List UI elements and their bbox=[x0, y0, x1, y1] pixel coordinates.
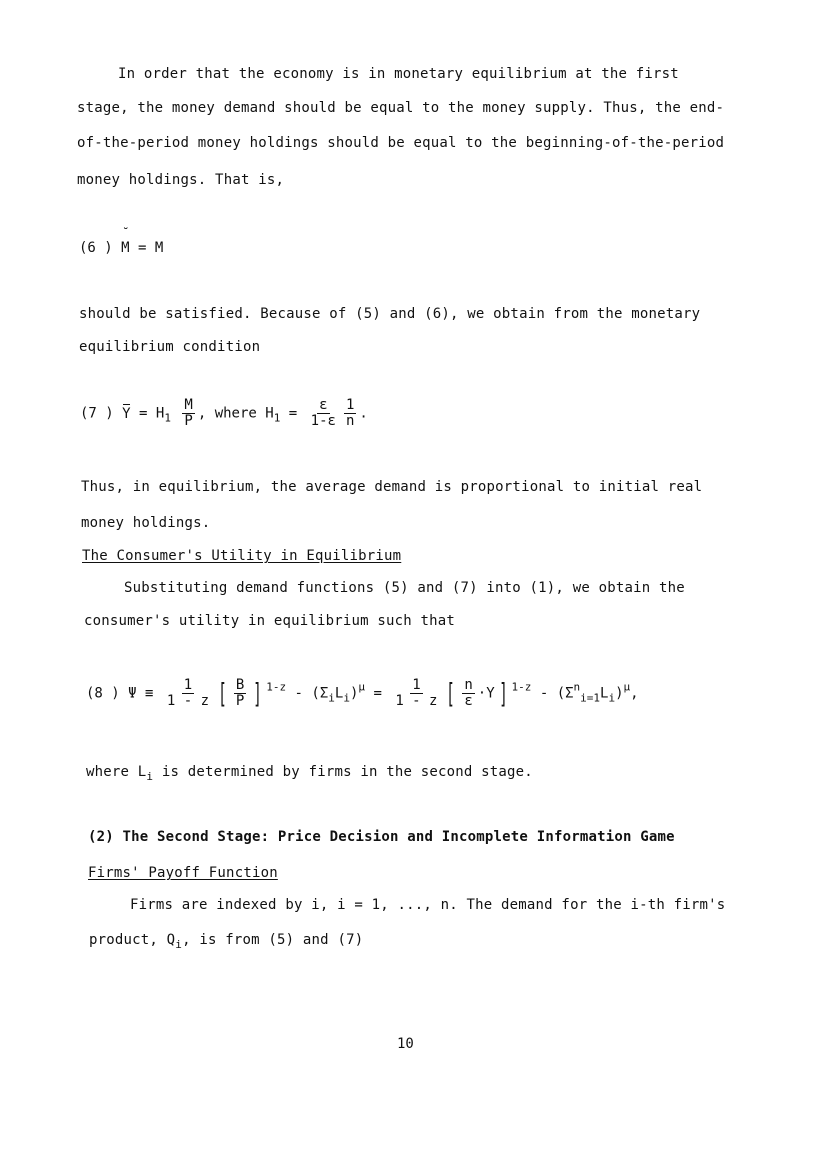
text-subscript: i bbox=[175, 938, 183, 951]
equation-term: L bbox=[600, 685, 609, 702]
fraction-denominator: ε bbox=[464, 693, 473, 709]
equation-label: (8 ) bbox=[86, 685, 120, 702]
equation-term: ) bbox=[349, 685, 359, 702]
fraction-numerator: B bbox=[235, 677, 245, 693]
equation-6 bbox=[79, 240, 163, 256]
equation-superscript: n bbox=[573, 680, 581, 694]
equation-subscript: 1 bbox=[273, 411, 281, 425]
paragraph-line: In order that the economy is in monetary equilibrium at the first bbox=[118, 66, 679, 82]
equation-label: (6 ) bbox=[79, 240, 113, 256]
equation-subscript: i bbox=[343, 691, 350, 705]
equation-term: ) bbox=[615, 685, 624, 702]
equation-term: (Σ bbox=[311, 685, 329, 702]
equation-term: H bbox=[155, 405, 165, 422]
fraction-denominator: 1 - z bbox=[166, 693, 210, 709]
text-fragment: , is from (5) and (7) bbox=[182, 932, 364, 948]
equation-fraction bbox=[165, 678, 211, 709]
equation-superscript: 1-z bbox=[511, 680, 532, 694]
equation-term: ·Y bbox=[477, 685, 495, 702]
paragraph-line: of-the-period money holdings should be equal to the beginning-of-the-period bbox=[77, 135, 725, 151]
equation-fraction bbox=[393, 678, 439, 709]
text-subscript: i bbox=[146, 770, 154, 783]
equation-operator: ≡ bbox=[145, 685, 154, 702]
equation-superscript: μ bbox=[358, 680, 366, 694]
subsection-heading: Firms' Payoff Function bbox=[88, 865, 278, 881]
paragraph-line: Substituting demand functions (5) and (7) into (1), we obtain the bbox=[124, 580, 685, 596]
paragraph-line: stage, the money demand should be equal to the money supply. Thus, the end- bbox=[77, 100, 725, 116]
text-fragment: is determined by firms in the second stage. bbox=[161, 764, 533, 780]
equation-operator: = bbox=[138, 240, 147, 256]
equation-fraction bbox=[182, 398, 194, 429]
equation-text: , where H bbox=[197, 405, 274, 422]
bracket-icon: ] bbox=[253, 676, 263, 710]
equation-term: (Σ bbox=[556, 685, 574, 702]
fraction-numerator: 1 bbox=[183, 677, 193, 693]
equation-subscript: i bbox=[328, 691, 335, 705]
paragraph-line: should be satisfied. Because of (5) and (6), we obtain from the monetary bbox=[79, 306, 701, 322]
equation-superscript: μ bbox=[623, 680, 631, 694]
paragraph-line bbox=[86, 764, 533, 783]
equation-superscript: 1-z bbox=[266, 680, 287, 694]
paragraph-line: consumer's utility in equilibrium such that bbox=[84, 613, 456, 629]
equation-operator: - bbox=[539, 685, 549, 702]
text-fragment: where L bbox=[86, 764, 147, 780]
equation-operator: - bbox=[294, 685, 303, 702]
equation-term: L bbox=[334, 685, 344, 702]
equation-text: , bbox=[630, 685, 639, 702]
equation-operator: = bbox=[288, 405, 298, 422]
paragraph-line bbox=[89, 932, 363, 951]
fraction-denominator: n bbox=[345, 413, 355, 429]
equation-7 bbox=[80, 398, 368, 429]
fraction-denominator: 1-ε bbox=[310, 413, 336, 429]
equation-label: (7 ) bbox=[80, 405, 114, 422]
bracket-icon: ] bbox=[498, 676, 508, 710]
page-number: 10 bbox=[397, 1036, 414, 1052]
equation-term: ˘ M bbox=[121, 240, 129, 256]
bracket-icon: [ bbox=[446, 676, 456, 710]
equation-fraction bbox=[234, 678, 246, 709]
equation-operator: = bbox=[373, 685, 382, 702]
equation-term: M bbox=[154, 240, 164, 256]
equation-subscript: i bbox=[608, 691, 616, 705]
bracket-icon: [ bbox=[218, 676, 227, 710]
paragraph-line: equilibrium condition bbox=[79, 339, 261, 355]
fraction-denominator: 1 - z bbox=[395, 693, 438, 709]
fraction-numerator: 1 bbox=[412, 677, 421, 693]
equation-8 bbox=[86, 678, 639, 709]
equation-fraction bbox=[309, 398, 338, 429]
equation-term: Y bbox=[122, 405, 131, 422]
paragraph-line: Firms are indexed by i, i = 1, ..., n. The demand for the i-th firm's bbox=[130, 897, 726, 913]
text-fragment: product, Q bbox=[89, 932, 176, 948]
equation-text: . bbox=[359, 405, 368, 422]
section-heading: The Consumer's Utility in Equilibrium bbox=[82, 548, 402, 564]
equation-fraction bbox=[344, 398, 356, 429]
paragraph-line: Thus, in equilibrium, the average demand is proportional to initial real bbox=[81, 479, 703, 495]
equation-subscript: i=1 bbox=[580, 691, 601, 705]
equation-fraction bbox=[462, 678, 474, 709]
fraction-numerator: n bbox=[464, 677, 473, 693]
fraction-numerator: 1 bbox=[345, 397, 355, 413]
fraction-numerator: M bbox=[184, 397, 193, 413]
equation-operator: = bbox=[139, 405, 148, 422]
paragraph-line: money holdings. bbox=[81, 515, 211, 531]
section-heading: (2) The Second Stage: Price Decision and Incomplete Information Game bbox=[88, 829, 675, 845]
fraction-numerator: ε bbox=[319, 397, 328, 413]
fraction-denominator: P bbox=[184, 413, 193, 429]
equation-subscript: 1 bbox=[164, 411, 171, 425]
paragraph-line: money holdings. That is, bbox=[77, 172, 285, 188]
equation-term: Ψ bbox=[128, 685, 137, 702]
fraction-denominator: P bbox=[235, 693, 245, 709]
